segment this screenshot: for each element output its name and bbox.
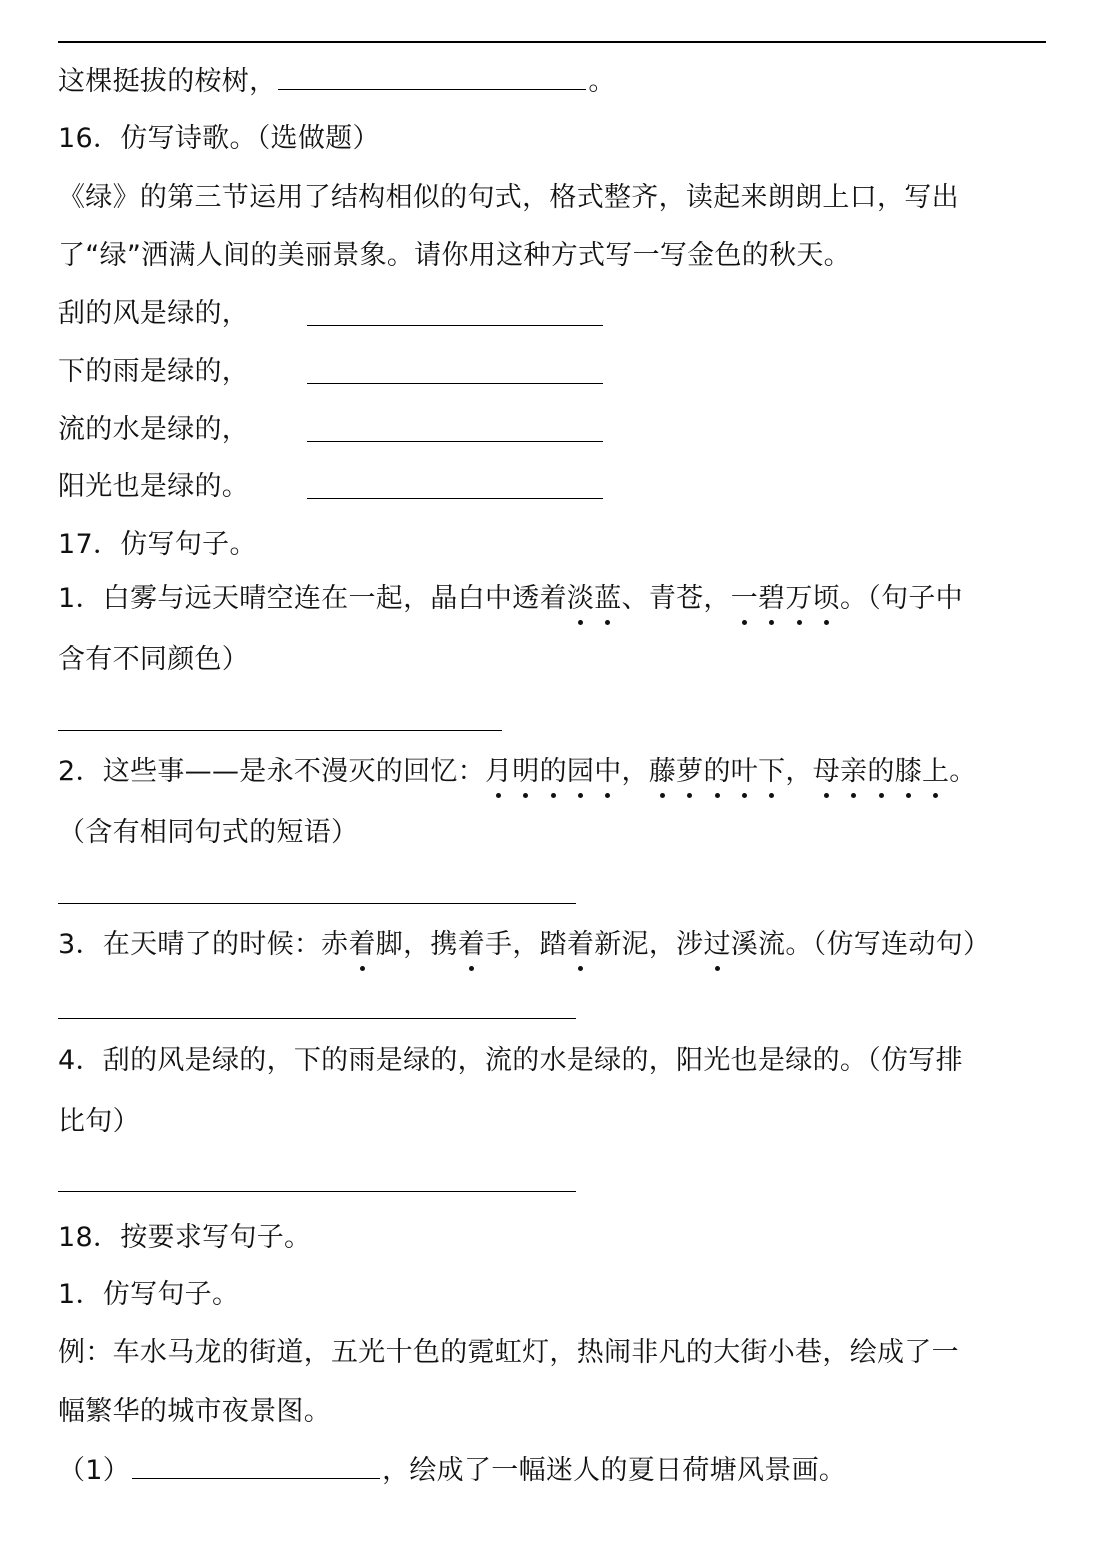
dotted-char: 上 (922, 754, 949, 790)
q18-answer-1-label: （1） (58, 1455, 131, 1486)
dotted-char: 中 (594, 754, 621, 790)
q17-item2-text: 。 (949, 756, 977, 787)
carryover-line (58, 63, 616, 100)
dotted-char: 藤 (649, 754, 676, 790)
q17-item1-line-2: 含有不同颜色） (58, 644, 250, 675)
dotted-char: 叶 (731, 754, 758, 790)
q17-item4-answer-blank[interactable] (58, 1191, 576, 1192)
dotted-char: 明 (512, 754, 539, 790)
q17-item3-text: 手，踏 (485, 929, 567, 960)
q17-item2-text: ， (621, 756, 649, 787)
dotted-char: 淡 (567, 581, 594, 617)
q16-poem-line-2: 下的雨是绿的， (58, 356, 250, 387)
q17-item1-text: 。（句子中 (839, 583, 963, 614)
q17-item1-answer-blank[interactable] (58, 730, 502, 731)
top-divider (58, 41, 1046, 43)
q17-item2-line-2: （含有相同句式的短语） (58, 817, 359, 848)
q18-example-line-2: 幅繁华的城市夜景图。 (58, 1396, 331, 1427)
dotted-char: 着 (567, 927, 594, 963)
dotted-char: 的 (540, 754, 567, 790)
q17-item3-line-1 (58, 927, 990, 963)
carryover-answer-blank[interactable] (278, 63, 586, 90)
q17-item1-text: 1．白雾与远天晴空连在一起，晶白中透着 (58, 583, 567, 614)
dotted-char: 亲 (840, 754, 867, 790)
q17-item2-line-1 (58, 754, 977, 790)
q17-item4-line-1: 4．刮的风是绿的，下的雨是绿的，流的水是绿的，阳光也是绿的。（仿写排 (58, 1045, 963, 1076)
q17-item3-answer-blank[interactable] (58, 1018, 576, 1019)
q17-item1-text: 、青苍， (621, 583, 731, 614)
q18-answer-1-blank[interactable] (132, 1452, 380, 1479)
q16-intro-line-1: 《绿》的第三节运用了结构相似的句式，格式整齐，读起来朗朗上口，写出 (58, 182, 959, 213)
q18-example-line-1: 例：车水马龙的街道，五光十色的霓虹灯，热闹非凡的大街小巷，绘成了一 (58, 1337, 959, 1368)
q16-poem-line-1: 刮的风是绿的， (58, 298, 250, 329)
dotted-char: 的 (703, 754, 730, 790)
dotted-char: 顷 (813, 581, 840, 617)
carryover-text: 这棵挺拔的桉树， (58, 66, 277, 97)
q17-title: 17．仿写句子。 (58, 529, 257, 560)
dotted-char: 的 (867, 754, 894, 790)
dotted-char: 蓝 (594, 581, 621, 617)
dotted-char: 着 (458, 927, 485, 963)
q18-answer-1-line (58, 1452, 846, 1489)
q16-answer-blank-3[interactable] (307, 441, 603, 442)
q18-sub1-title: 1．仿写句子。 (58, 1279, 240, 1310)
dotted-char: 萝 (676, 754, 703, 790)
q18-answer-1-tail: ，绘成了一幅迷人的夏日荷塘风景画。 (382, 1455, 847, 1486)
q17-item4-line-2: 比句） (58, 1106, 140, 1137)
q17-item2-text: ， (785, 756, 813, 787)
dotted-char: 万 (785, 581, 812, 617)
q17-item2-answer-blank[interactable] (58, 903, 576, 904)
dotted-char: 过 (703, 927, 730, 963)
dotted-char: 一 (731, 581, 758, 617)
dotted-char: 膝 (895, 754, 922, 790)
q17-item2-text: 2．这些事——是永不漫灭的回忆： (58, 756, 485, 787)
q17-item1-line-1 (58, 581, 963, 617)
dotted-char: 月 (485, 754, 512, 790)
q16-title: 16．仿写诗歌。（选做题） (58, 123, 380, 154)
q16-poem-line-3: 流的水是绿的， (58, 414, 250, 445)
q18-title: 18．按要求写句子。 (58, 1222, 312, 1253)
q16-intro-line-2: 了“绿”洒满人间的美丽景象。请你用这种方式写一写金色的秋天。 (58, 240, 851, 271)
q16-answer-blank-1[interactable] (307, 325, 603, 326)
q17-item3-text: 溪流。（仿写连动句） (730, 929, 991, 960)
dotted-char: 着 (348, 927, 375, 963)
q17-item3-text: 新泥，涉 (594, 929, 704, 960)
carryover-period: 。 (588, 66, 616, 97)
dotted-char: 下 (758, 754, 785, 790)
q17-item3-text: 3．在天晴了的时候：赤 (58, 929, 349, 960)
q16-answer-blank-2[interactable] (307, 383, 603, 384)
q16-poem-line-4: 阳光也是绿的。 (58, 471, 250, 502)
dotted-char: 母 (813, 754, 840, 790)
dotted-char: 碧 (758, 581, 785, 617)
q16-answer-blank-4[interactable] (307, 498, 603, 499)
dotted-char: 园 (567, 754, 594, 790)
q17-item3-text: 脚，携 (375, 929, 458, 960)
